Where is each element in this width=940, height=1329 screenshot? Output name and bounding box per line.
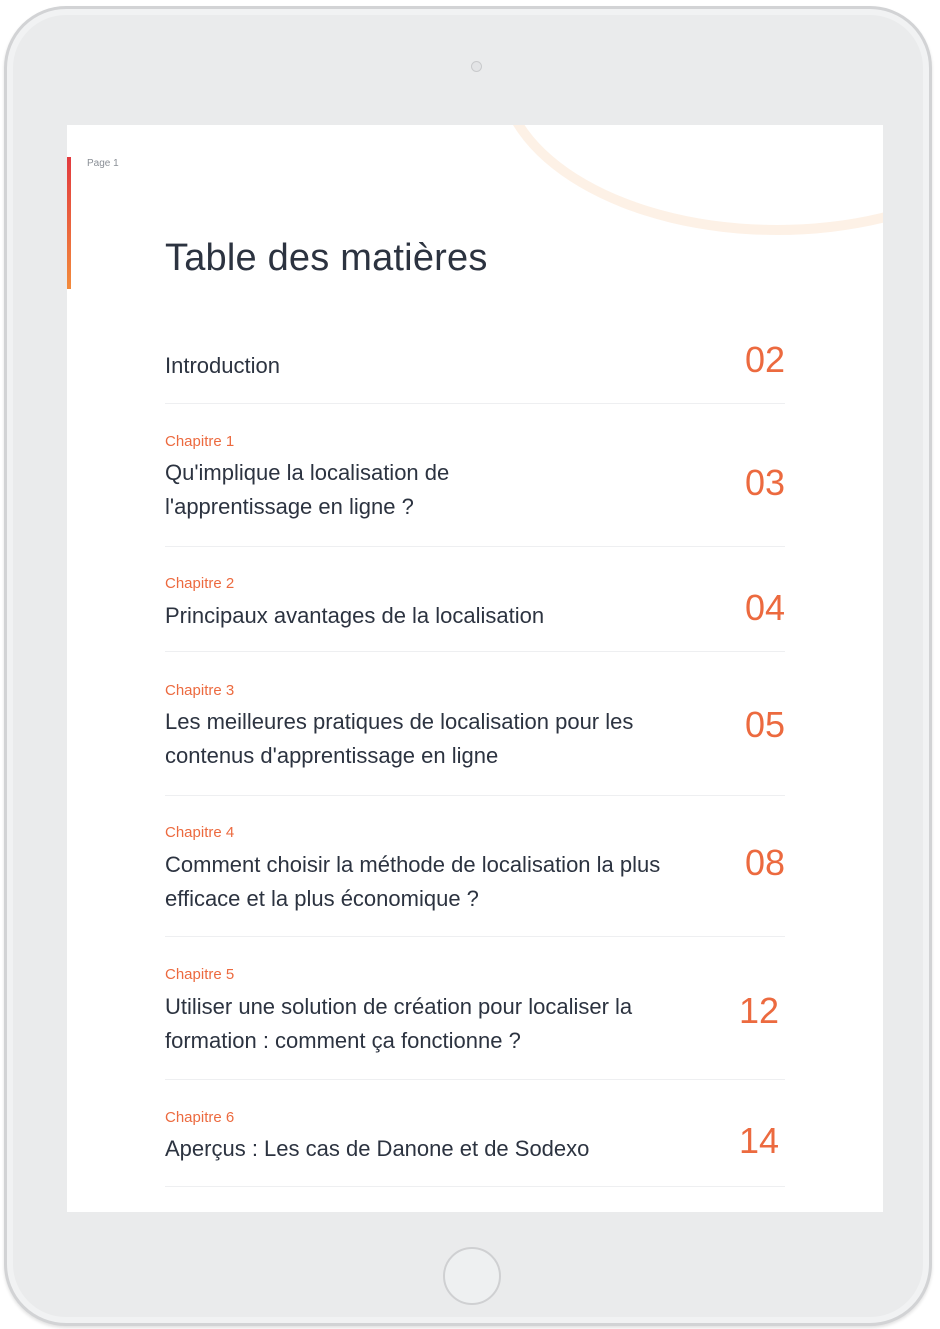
toc-entry-chapter-5[interactable] [165, 937, 785, 1080]
page-number: 02 [744, 339, 785, 380]
toc-entry-chapter-3[interactable] [165, 652, 785, 796]
entry-title: Comment choisir la méthode de localisation la plus efficace et la plus économique ? [165, 852, 661, 911]
toc-entry-chapter-1[interactable] [165, 404, 785, 547]
toc-entry-chapter-4[interactable] [165, 796, 785, 937]
toc-entry-chapter-2[interactable] [165, 547, 785, 652]
entry-title: Utiliser une solution de création pour localiser la formation : comment ça fonctionne ? [165, 994, 633, 1053]
document-page [67, 125, 883, 1212]
entry-title: Principaux avantages de la localisation [165, 603, 545, 628]
entry-title: Les meilleures pratiques de localisation pour les contenus d'apprentissage en ligne [165, 709, 634, 768]
page-number: 04 [744, 587, 785, 628]
chapter-label: Chapitre 4 [165, 824, 235, 841]
tablet-frame [4, 6, 932, 1326]
chapter-label: Chapitre 3 [165, 682, 235, 699]
camera-icon [471, 61, 482, 72]
entry-title: Aperçus : Les cas de Danone et de Sodexo [165, 1136, 590, 1161]
entry-title: Introduction [165, 353, 280, 378]
page-number: 03 [744, 462, 785, 503]
page-number: 05 [744, 704, 785, 745]
toc-entry-chapter-6[interactable] [165, 1080, 785, 1187]
page-label: Page 1 [87, 158, 119, 169]
home-button[interactable] [443, 1247, 501, 1305]
entry-title: Qu'implique la localisation de l'apprentissage en ligne ? [165, 460, 450, 519]
chapter-label: Chapitre 6 [165, 1109, 235, 1126]
chapter-label: Chapitre 2 [165, 575, 235, 592]
accent-bar [67, 157, 71, 289]
page-number: 12 [738, 990, 779, 1031]
decorative-arc [497, 125, 883, 235]
page-number: 08 [744, 842, 785, 883]
page-number: 14 [738, 1120, 779, 1161]
toc-entry-introduction[interactable] [165, 325, 785, 404]
chapter-label: Chapitre 5 [165, 966, 235, 983]
page-title: Table des matières [165, 237, 488, 279]
chapter-label: Chapitre 1 [165, 433, 235, 450]
